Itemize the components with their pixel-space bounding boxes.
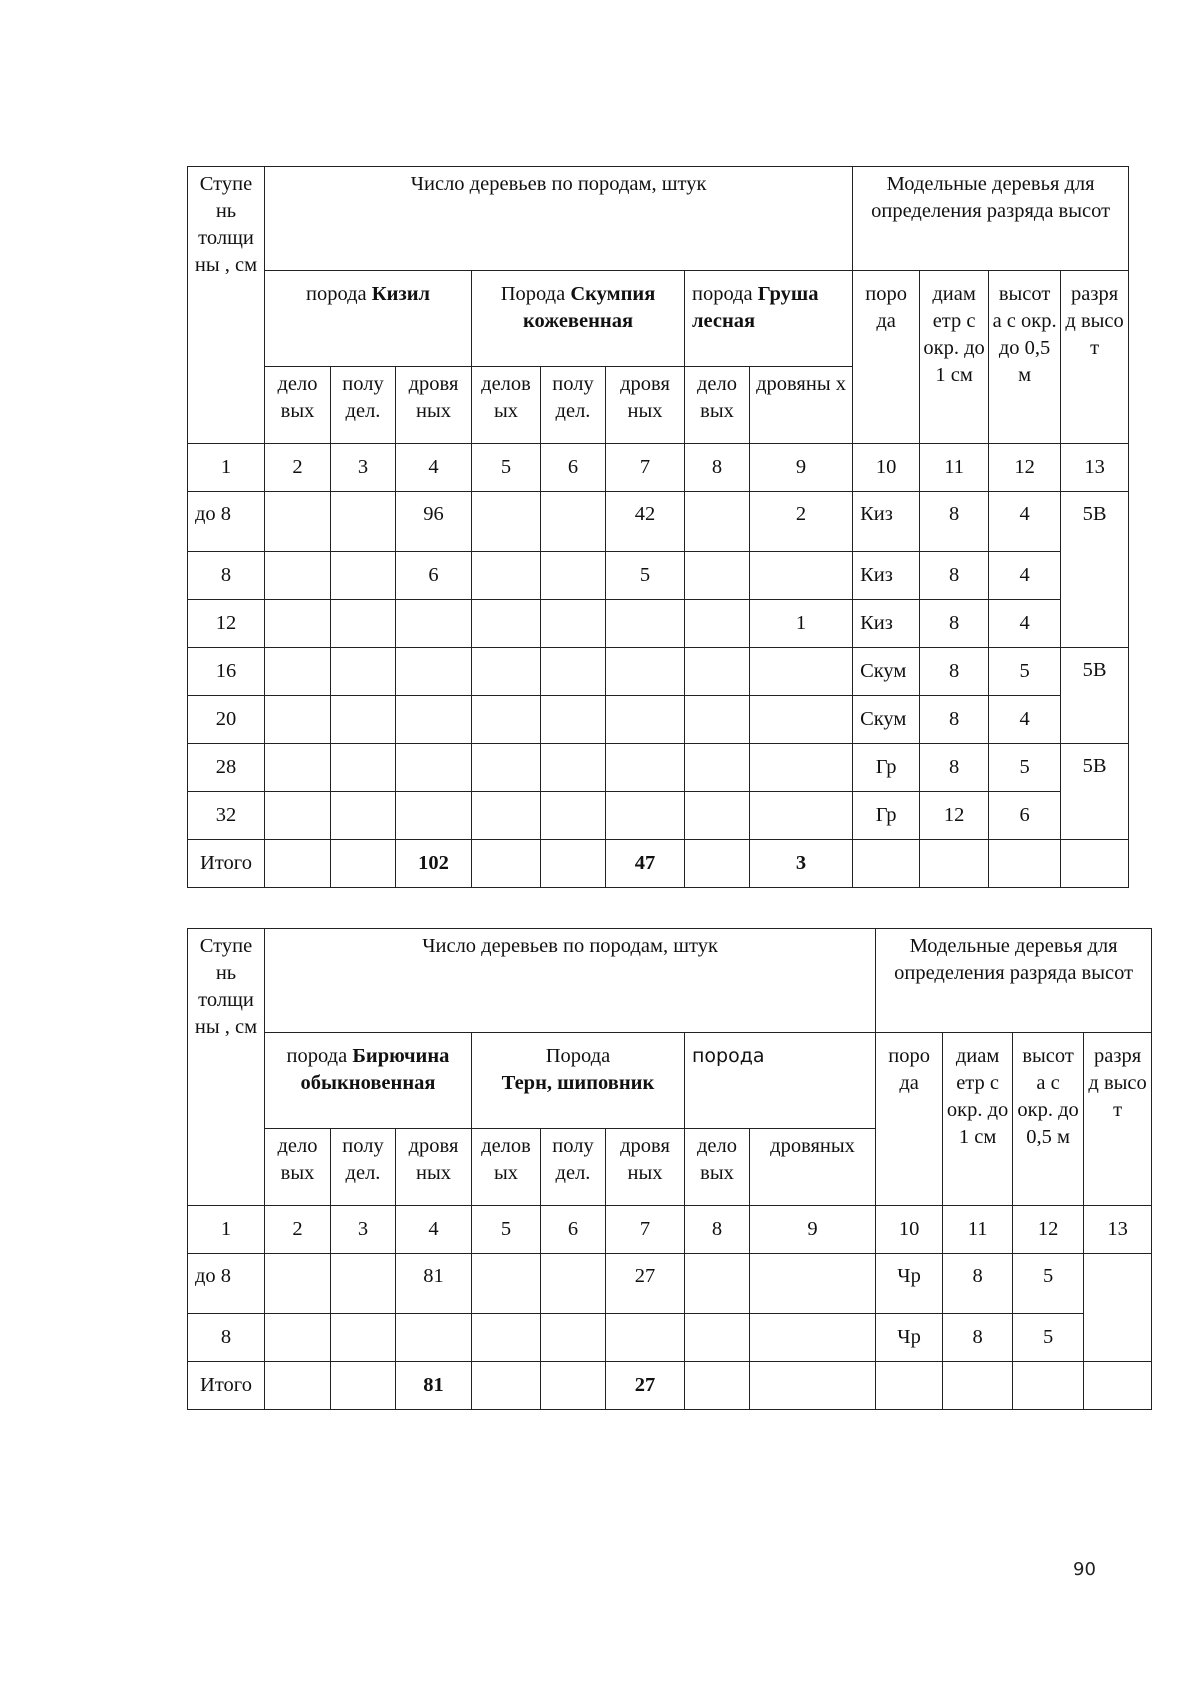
column-number: 7 [606, 1206, 685, 1254]
sub-header: полу дел. [331, 1129, 396, 1206]
cell-value [396, 696, 472, 744]
table-row [188, 552, 1129, 600]
sub-header: дело вых [265, 1129, 331, 1206]
sub-header: делов ых [472, 367, 541, 444]
step-value: до 8 [188, 492, 265, 552]
cell-value: 1 [750, 600, 853, 648]
column-number: 3 [331, 1206, 396, 1254]
model-col-class: разря д высо т [1084, 1033, 1152, 1206]
model-diameter: 8 [943, 1314, 1013, 1362]
sub-header: дровя ных [396, 367, 472, 444]
cell-value [750, 696, 853, 744]
species-prefix: порода [286, 1045, 353, 1067]
column-number: 1 [188, 444, 265, 492]
species-grusha [685, 271, 853, 367]
column-number: 3 [331, 444, 396, 492]
total-label: Итого [188, 840, 265, 888]
column-number-row [188, 1206, 1152, 1254]
height-class: 5В [1061, 744, 1129, 840]
sub-header: дело вых [265, 367, 331, 444]
model-diameter: 12 [920, 792, 989, 840]
sub-header: дело вых [685, 367, 750, 444]
cell-value [606, 792, 685, 840]
model-col-diameter: диам етр с окр. до 1 см [920, 271, 989, 444]
column-number-row [188, 444, 1129, 492]
sub-header: дело вых [685, 1129, 750, 1206]
model-height: 4 [989, 696, 1061, 744]
table-row [188, 648, 1129, 696]
model-poroda: Гр [853, 744, 920, 792]
column-number: 7 [606, 444, 685, 492]
column-number: 13 [1084, 1206, 1152, 1254]
model-height: 5 [989, 744, 1061, 792]
sub-header: дровяных [750, 1129, 876, 1206]
column-number: 9 [750, 1206, 876, 1254]
sub-header: полу дел. [541, 367, 606, 444]
column-number: 8 [685, 444, 750, 492]
step-value: 12 [188, 600, 265, 648]
model-poroda: Скум [853, 648, 920, 696]
sub-header: дровя ных [396, 1129, 472, 1206]
sub-header: полу дел. [541, 1129, 606, 1206]
model-col-class: разря д высо т [1061, 271, 1129, 444]
cell-value [606, 1314, 685, 1362]
species-kizil [265, 271, 472, 367]
model-diameter: 8 [943, 1254, 1013, 1314]
column-number: 9 [750, 444, 853, 492]
species-name: Кизил [371, 283, 431, 305]
total-row [188, 840, 1129, 888]
column-number: 2 [265, 444, 331, 492]
cell-value: 81 [396, 1254, 472, 1314]
sub-header: полу дел. [331, 367, 396, 444]
model-diameter: 8 [920, 552, 989, 600]
cell-value: 2 [750, 492, 853, 552]
step-value: 16 [188, 648, 265, 696]
model-title: Модельные деревья для определения разряда высот [853, 167, 1129, 271]
column-number: 5 [472, 1206, 541, 1254]
model-diameter: 8 [920, 492, 989, 552]
column-number: 10 [853, 444, 920, 492]
model-height: 4 [989, 600, 1061, 648]
model-poroda: Скум [853, 696, 920, 744]
cell-value [606, 600, 685, 648]
column-number: 5 [472, 444, 541, 492]
step-value: 8 [188, 1314, 265, 1362]
cell-value: 27 [606, 1254, 685, 1314]
cell-value [750, 648, 853, 696]
height-class [1084, 1254, 1152, 1362]
sub-header: дровя ных [606, 367, 685, 444]
column-number: 1 [188, 1206, 265, 1254]
species-skumpiya [472, 271, 685, 367]
table-row [188, 744, 1129, 792]
cell-value [396, 648, 472, 696]
model-diameter: 8 [920, 600, 989, 648]
model-col-height: высот а с окр. до 0,5 м [989, 271, 1061, 444]
species-biryuchina [265, 1033, 472, 1129]
sub-header: делов ых [472, 1129, 541, 1206]
model-poroda: Чр [876, 1254, 943, 1314]
column-number: 6 [541, 444, 606, 492]
column-number: 4 [396, 1206, 472, 1254]
species-name: Терн, шиповник [501, 1072, 655, 1094]
column-number: 4 [396, 444, 472, 492]
model-height: 4 [989, 552, 1061, 600]
total-value: 27 [606, 1362, 685, 1410]
cell-value [750, 552, 853, 600]
species-prefix: порода [692, 283, 758, 305]
species-name: Бирючина обыкновенная [300, 1045, 450, 1094]
species-prefix: Порода [500, 283, 571, 305]
model-col-poroda: поро да [853, 271, 920, 444]
model-diameter: 8 [920, 696, 989, 744]
cell-value: 96 [396, 492, 472, 552]
species-tern [472, 1033, 685, 1129]
model-poroda: Киз [853, 492, 920, 552]
height-class: 5В [1061, 648, 1129, 744]
step-value: 20 [188, 696, 265, 744]
table-row [188, 696, 1129, 744]
cell-value: 5 [606, 552, 685, 600]
species-name: Скумпия кожевенная [522, 283, 656, 332]
total-row [188, 1362, 1152, 1410]
cell-value [750, 744, 853, 792]
column-number: 11 [920, 444, 989, 492]
column-number: 10 [876, 1206, 943, 1254]
model-height: 5 [1013, 1254, 1084, 1314]
species-prefix: Порода [545, 1045, 611, 1067]
tree-count-table-1 [187, 166, 1129, 888]
cell-value: 6 [396, 552, 472, 600]
total-value: 102 [396, 840, 472, 888]
model-poroda: Гр [853, 792, 920, 840]
cell-value [750, 792, 853, 840]
model-height: 6 [989, 792, 1061, 840]
column-number: 11 [943, 1206, 1013, 1254]
column-number: 12 [1013, 1206, 1084, 1254]
height-class: 5В [1061, 492, 1129, 648]
model-diameter: 8 [920, 648, 989, 696]
step-column-header: Ступе нь толщи ны , см [188, 929, 265, 1206]
sub-header: дровя ных [606, 1129, 685, 1206]
cell-value [606, 648, 685, 696]
model-height: 5 [989, 648, 1061, 696]
cell-value [606, 744, 685, 792]
model-col-poroda: поро да [876, 1033, 943, 1206]
total-label: Итого [188, 1362, 265, 1410]
page-number: 90 [1073, 1559, 1096, 1580]
column-number: 6 [541, 1206, 606, 1254]
count-title: Число деревьев по породам, штук [265, 167, 853, 271]
tree-count-table-2 [187, 928, 1152, 1410]
total-value: 3 [750, 840, 853, 888]
model-height: 4 [989, 492, 1061, 552]
cell-value [396, 600, 472, 648]
model-col-diameter: диам етр с окр. до 1 см [943, 1033, 1013, 1206]
model-height: 5 [1013, 1314, 1084, 1362]
species-prefix: порода [692, 1045, 765, 1067]
total-value: 47 [606, 840, 685, 888]
species-empty [685, 1033, 876, 1129]
cell-value [396, 744, 472, 792]
table-row [188, 1254, 1152, 1314]
column-number: 13 [1061, 444, 1129, 492]
model-diameter: 8 [920, 744, 989, 792]
model-poroda: Киз [853, 552, 920, 600]
count-title: Число деревьев по породам, штук [265, 929, 876, 1033]
cell-value [396, 1314, 472, 1362]
step-value: 8 [188, 552, 265, 600]
step-column-header: Ступе нь толщи ны , см [188, 167, 265, 444]
table-row [188, 1314, 1152, 1362]
model-col-height: высот а с окр. до 0,5 м [1013, 1033, 1084, 1206]
model-poroda: Чр [876, 1314, 943, 1362]
step-value: до 8 [188, 1254, 265, 1314]
table-row [188, 792, 1129, 840]
total-value: 81 [396, 1362, 472, 1410]
table-row [188, 600, 1129, 648]
species-prefix: порода [305, 283, 372, 305]
sub-header: дровяны х [750, 367, 853, 444]
column-number: 2 [265, 1206, 331, 1254]
model-title: Модельные деревья для определения разряда высот [876, 929, 1152, 1033]
column-number: 8 [685, 1206, 750, 1254]
step-value: 32 [188, 792, 265, 840]
column-number: 12 [989, 444, 1061, 492]
cell-value: 42 [606, 492, 685, 552]
cell-value [606, 696, 685, 744]
species-name: Груша лесная [692, 283, 819, 332]
model-poroda: Киз [853, 600, 920, 648]
cell-value [396, 792, 472, 840]
table-row [188, 492, 1129, 552]
step-value: 28 [188, 744, 265, 792]
